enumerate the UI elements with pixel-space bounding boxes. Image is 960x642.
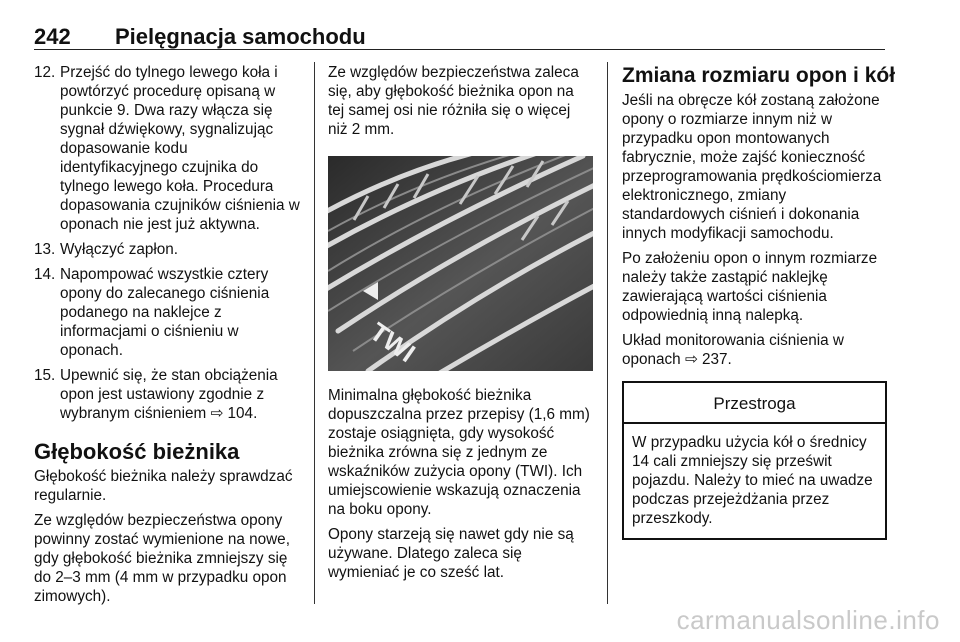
step-number: 14. bbox=[34, 266, 56, 283]
tyre-tread-illustration bbox=[328, 156, 593, 371]
tread-depth-heading: Głębokość bieżnika bbox=[34, 439, 240, 464]
page-number: 242 bbox=[34, 24, 71, 49]
step-text: Przejść do tylnego lewego koła i powtórzyć procedurę opisaną w punkcie 9. Dwa razy włącza się sygnał dźwiękowy, sygnalizując dopasowanie kodu identyfikacyjnego czujnika do tylnego lewego koła. Procedura dopasowania czujników ciśnienia w oponach nie jest już aktywna. bbox=[60, 64, 300, 233]
twi-label: TWI bbox=[364, 316, 421, 369]
caution-text: W przypadku użycia kół o średnicy 14 cali zmniejszy się prześwit pojazdu. Należy to mieć na uwadze podczas przejeżdżania przez przeszkody. bbox=[632, 434, 873, 527]
page-reference-icon: ⇨ bbox=[210, 405, 224, 422]
step-item bbox=[34, 366, 300, 423]
page-header bbox=[34, 20, 885, 50]
step-number: 15. bbox=[34, 367, 56, 384]
column-right bbox=[622, 63, 896, 540]
step-text: Upewnić się, że stan obciążenia opon jest ustawiony zgodnie z wybranym ciśnieniem bbox=[60, 367, 278, 422]
step-item bbox=[34, 265, 300, 360]
tread-safety-paragraph: Ze względów bezpieczeństwa zaleca się, aby głębokość bieżnika opon na tej samej osi nie różniła się o więcej niż 2 mm. bbox=[328, 64, 579, 138]
tyre-age-paragraph: Opony starzeją się nawet gdy nie są używane. Dlatego zaleca się wymieniać je co sześć lat. bbox=[328, 526, 574, 581]
step-item bbox=[34, 240, 300, 259]
procedure-steps bbox=[34, 63, 300, 423]
tyre-size-paragraph-1: Jeśli na obręcze kół zostaną założone opony o rozmiarze innym niż w przypadku opon montowanych fabrycznie, może zajść konieczność przeprogramowania prędkościomierza elektronicznego, zmiany standardowych ciśnień i dokonania innych modyfikacji samochodu. bbox=[622, 92, 882, 242]
column-middle bbox=[328, 63, 593, 588]
tyre-size-heading: Zmiana rozmiaru opon i kół bbox=[622, 64, 896, 87]
caution-title: Przestroga bbox=[624, 383, 885, 424]
tread-paragraph-1: Głębokość bieżnika należy sprawdzać regularnie. bbox=[34, 468, 293, 504]
page-reference-icon: ⇨ bbox=[684, 351, 698, 368]
tread-paragraph-2: Ze względów bezpieczeństwa opony powinny zostać wymienione na nowe, gdy głębokość bieżnika zmniejszy się do 2–3 mm (4 mm w przypadku opon zimowych). bbox=[34, 512, 290, 605]
page-reference-link[interactable]: 237. bbox=[702, 351, 732, 368]
column-left bbox=[34, 63, 300, 612]
step-item bbox=[34, 63, 300, 234]
tyre-size-paragraph-3 bbox=[622, 331, 887, 369]
page-title: Pielęgnacja samochodu bbox=[115, 24, 366, 49]
watermark: carmanualsonline.info bbox=[676, 605, 940, 635]
column-divider-left bbox=[314, 62, 315, 604]
caution-box bbox=[622, 381, 887, 540]
step-text: Napompować wszystkie cztery opony do zalecanego ciśnienia podanego na naklejce z informacjami o ciśnieniu w oponach. bbox=[60, 266, 270, 359]
step-number: 12. bbox=[34, 64, 56, 81]
column-divider-right bbox=[607, 62, 608, 604]
header-divider bbox=[34, 49, 885, 50]
step-number: 13. bbox=[34, 241, 56, 258]
twi-paragraph: Minimalna głębokość bieżnika dopuszczalna przez przepisy (1,6 mm) zostaje osiągnięta, gdy wysokość bieżnika zrówna się z jednym ze wskaźników zużycia opony (TWI). Ich umiejscowienie wskazują oznaczenia na boku opony. bbox=[328, 387, 590, 518]
page-reference-link[interactable]: 104. bbox=[227, 405, 258, 422]
step-text: Wyłączyć zapłon. bbox=[60, 241, 179, 258]
tpms-text: Układ monitorowania ciśnienia w oponach bbox=[622, 332, 844, 368]
tyre-size-paragraph-2: Po założeniu opon o innym rozmiarze należy także zastąpić naklejkę zawierającą wartości ciśnienia odpowiednią inną nalepką. bbox=[622, 250, 878, 324]
